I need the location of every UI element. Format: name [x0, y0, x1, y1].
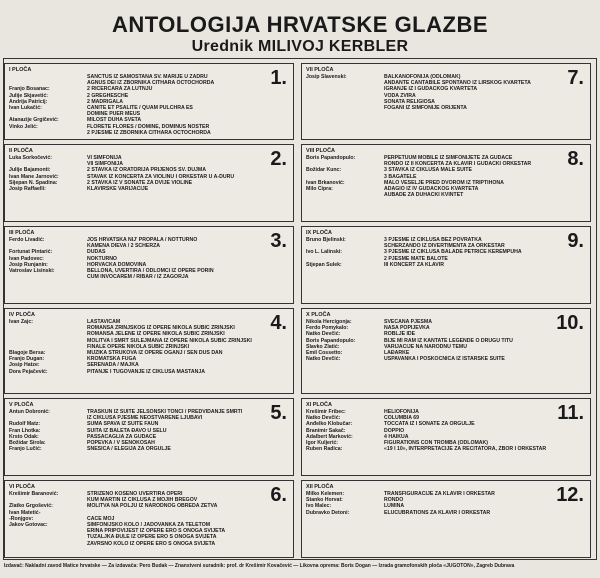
composer-name: Stjepan Šulek: [306, 261, 342, 268]
track-row [9, 130, 253, 136]
composer-name: Fortunat Pintarić: [9, 249, 53, 256]
track-list [306, 237, 550, 268]
composer-name: Vinko Jelić: [9, 123, 38, 130]
record-label: I PLOČA [9, 67, 32, 73]
composer-name: Branimir Sakač: [306, 427, 346, 434]
work-title: VARIJACIJE NA NARODNU TEMU [384, 343, 468, 350]
work-title: ROMANSA JELENE IZ OPERE NIKOLA ŠUBIĆ ZRINJSKI [87, 331, 225, 338]
track-row [306, 105, 550, 111]
work-title: 3 BAGATELE [384, 173, 417, 180]
track-list [9, 74, 253, 136]
composer-name: Slavko Zlatić: [306, 343, 340, 350]
work-title: 3 STAVKA IZ CIKLUSA MALE SUITE [384, 167, 472, 174]
composer-name: Josip Slavenski: [306, 74, 347, 80]
record-label: V PLOČA [9, 402, 34, 408]
work-title: 2 STAVKA IZ ORATORIJA PRIJENOS SV. DUJMA [87, 167, 206, 174]
record-box [4, 480, 294, 558]
record-label: II PLOČA [9, 148, 33, 154]
record-box [4, 398, 294, 476]
composer-name: Stanko Horvat: [306, 497, 343, 504]
work-title: RONDO [384, 497, 404, 504]
composer-name: Ivo L. Lalinski: [306, 249, 343, 256]
track-row [306, 446, 550, 452]
track-list [9, 155, 253, 192]
work-title: KUM MARTIN IZ CIKLUSA Z MOJIH BREGOV [87, 497, 198, 504]
composer-name: Franjo Bosanac: [9, 86, 50, 93]
track-list [306, 319, 550, 362]
composer-name: Rudolf Matz: [9, 421, 41, 428]
work-title: PERPETUUM MOBILE IZ SIMFONIJETE ZA GUDAČE [384, 155, 513, 161]
composer-name [9, 130, 87, 136]
track-row [9, 369, 253, 375]
work-title: DOPPIO [384, 427, 405, 434]
composer-name: Natko Devčić: [306, 331, 341, 338]
composer-name: Ivan Padovec: [9, 255, 44, 262]
record-number: 6. [270, 484, 287, 506]
work-title: MALO VESELJE PRED DVOROM IZ TRIPTIHONA [384, 179, 504, 186]
composer-name: Krešimir Baranović: [9, 491, 59, 497]
track-row [306, 192, 550, 198]
work-title: FLORETE FLORES / DOMINE, DOMINUS NOSTER [87, 123, 210, 130]
composer-name: Anđelko Klobučar: [306, 421, 353, 428]
composer-name: Ferdo Pomykalo: [306, 325, 349, 332]
composer-name: Bruno Bjelinski: [306, 237, 346, 243]
record-box [301, 63, 591, 140]
composer-name: Boris Papandopulo: [306, 337, 356, 344]
track-list [306, 491, 550, 516]
record-box [4, 63, 294, 140]
record-box [301, 308, 591, 394]
track-row [306, 356, 550, 362]
record-label: IV PLOČA [9, 312, 35, 318]
work-title: FIGURATIONS CON TROMBA (ODLOMAK) [384, 440, 489, 447]
work-title: 2 PJESME IZ ZBORNIKA CITHARA OCTOCHORDA [87, 129, 211, 136]
record-number: 2. [270, 148, 287, 170]
track-list [9, 319, 253, 375]
work-title: SERENADA / MAJKA [87, 362, 139, 369]
composer-name: Luka Sorkočević: [9, 155, 52, 161]
work-title: NOKTURNO [87, 255, 117, 262]
work-title: PITANJE I TUGOVANJE IZ CIKLUSA MAŠTANJA [87, 368, 205, 375]
work-title: PASSACAGLIA ZA GUDAČE [87, 433, 157, 440]
composer-name: Ivan Matetić- [9, 509, 41, 516]
work-title: 2 STAVKA IZ V SONATE ZA DVIJE VIOLINE [87, 179, 193, 186]
work-title: POPEVKA / V SENOKOSAH [87, 440, 155, 447]
composer-name: Ivan Mane Jarnović: [9, 173, 59, 180]
work-title: DOMINE PUER MEUS [87, 111, 141, 118]
work-title: SIMFONIJSKO KOLO / JADOVANKA ZA TELETOM [87, 522, 211, 529]
work-title: 4 HAIKUA [384, 433, 409, 440]
work-title: VII SIMFONIJA [87, 161, 124, 168]
work-title: BELLONA, UVERTIRA / ODLOMCI IZ OPERE PORIN [87, 268, 214, 275]
track-row [9, 446, 253, 452]
composer-name [306, 105, 384, 111]
composer-name: Julije Skjavetić: [9, 92, 48, 99]
work-title: ČAČE MOJ [87, 515, 115, 522]
work-title: ADAGIO IZ IV GUDAČKOG KVARTETA [384, 186, 479, 193]
work-title: JOŠ HRVATSKA NIJ' PROPALA / NOTTURNO [87, 237, 198, 243]
record-box [301, 144, 591, 222]
work-title: HELIOFONIJA [384, 409, 419, 415]
track-list [306, 409, 550, 452]
work-title: MILOST DUHA SVETA [87, 117, 142, 124]
track-list [9, 409, 253, 452]
work-title: SANCTUS IZ SAMOSTANA SV. MARIJE U ZADRU [87, 74, 208, 80]
work-title: LASTAVICAM [87, 319, 121, 325]
composer-name: Boris Papandopulo: [306, 155, 356, 161]
work-title: ROMANSA ZRINJSKOG IZ OPERE NIKOLA ŠUBIĆ ZRINJSKI [87, 325, 235, 332]
composer-name: Jakov Gotovac: [9, 522, 48, 529]
composer-name: Adalbert Marković: [306, 433, 353, 440]
work-title: FINALE OPERE NIKOLA ŠUBIĆ ZRINJSKI [87, 343, 190, 350]
work-title: SUMA SPAVA IZ SUITE FAUN [87, 421, 159, 428]
work-title: RONDO IZ II KONCERTA ZA KLAVIR I GUDAČKI ORKESTAR [384, 161, 532, 168]
track-list [9, 491, 253, 547]
record-label: X PLOČA [306, 312, 331, 318]
work-title: SNEŠICA / ELEGIJA ZA ORGULJE [87, 446, 171, 453]
track-row [306, 262, 550, 268]
record-label: IX PLOČA [306, 230, 332, 236]
composer-name: Franjo Dugan: [9, 356, 45, 363]
composer-name [306, 192, 384, 198]
composer-name: Emil Cossetto: [306, 350, 343, 357]
composer-name: Milko Kelemen: [306, 491, 345, 497]
work-title: TRASKUN IZ SUITE JELSONSKI TONCI / PREDVIDANJE SMRTI [87, 409, 243, 415]
work-title: SCHERZANDO IZ DIVERTIMENTA ZA ORKESTAR [384, 243, 505, 250]
composer-name [9, 274, 87, 280]
work-title: DUDAŠ [87, 249, 106, 256]
work-title: 2 PJESME MATE BALOTE [384, 255, 448, 262]
work-title: CANITE ET PSALITE / QUAM PULCHRA ES [87, 105, 193, 112]
composer-name [9, 541, 87, 547]
record-label: VI PLOČA [9, 484, 35, 490]
work-title: 3 PJESME IZ CIKLUSA BALADE PETRICE KEREMPUHA [384, 249, 522, 256]
record-box [301, 480, 591, 558]
composer-name: Zlatko Grgošević: [9, 503, 53, 510]
composer-name: Ivan Brkanović: [306, 179, 345, 186]
work-title: ERINA PRIPOVIJEST IZ OPERE ERO S ONOGA SVIJETA [87, 528, 226, 535]
composer-name: Antun Dobronić: [9, 409, 50, 415]
track-list [306, 74, 550, 111]
work-title: KROMATSKA FUGA [87, 356, 137, 363]
work-title: KLAVIRSKE VARIJACIJE [87, 186, 149, 193]
record-number: 8. [567, 148, 584, 170]
composer-name: Igor Kuljerić: [306, 440, 338, 447]
composer-name: Natko Devčić: [306, 415, 341, 422]
composer-name: Josip Runjanin: [9, 261, 48, 268]
track-row [9, 541, 253, 547]
record-number: 4. [270, 312, 287, 334]
record-label: XI PLOČA [306, 402, 332, 408]
composer-name: Fran Lhotka: [9, 427, 41, 434]
work-title: MOLITVA I SMRT SULEJMANA IZ OPERE NIKOLA ŠUBIĆ ZRINJSKI [87, 337, 252, 344]
work-title: TRANSFIGURACIJE ZA KLAVIR I ORKESTAR [384, 491, 495, 497]
editor-subtitle: Urednik MILIVOJ KERBLER [191, 38, 409, 55]
work-title: STRIŽENO KOŠENO UVERTIRA OPERI [87, 491, 183, 497]
credits-footer: Izdavač: Nakladni zavod Matice hrvatske — Za izdavača: Pero Budak — Znanstveni suradnik: prof. dr Krešimir Kovačević — Likovna oprema: Boris Dogan — Izrada gramofonskih ploča «JUGOTON», Zagreb Dubrava [4, 563, 515, 569]
record-label: III PLOČA [9, 230, 35, 236]
work-title: TOCCATA IZ I SONATE ZA ORGULJE [384, 421, 475, 428]
work-title: 2 RICERCARA ZA LUTNJU [87, 86, 153, 93]
record-box [4, 226, 294, 304]
record-number: 12. [556, 484, 584, 506]
work-title: LAĐARKE [384, 350, 410, 357]
composer-name: Andrija Patricij: [9, 98, 48, 105]
composer-name: -Ronjgov: [9, 515, 34, 522]
composer-name: Sijepan N. Spadina: [9, 179, 58, 186]
track-row [9, 274, 253, 280]
work-title: STAVAK IZ KONCERTA ZA VIOLINU I ORKESTAR U A-DURU [87, 173, 235, 180]
record-number: 3. [270, 230, 287, 252]
composer-name: Dubravko Detoni: [306, 509, 350, 516]
record-label: XII PLOČA [306, 484, 334, 490]
work-title: SUITA IZ BALETA ĐAVO U SELU [87, 427, 167, 434]
record-box [301, 398, 591, 476]
composer-name: Krešimir Fribec: [306, 409, 346, 415]
composer-name: Ferdo Livadić: [9, 237, 45, 243]
composer-name: Atanazije Grgičević: [9, 117, 59, 124]
track-row [306, 510, 550, 516]
work-title: VODA ZVIRA [384, 92, 416, 99]
work-title: BIJE MI RAM IZ KANTATE LEGENDE O DRUGU TITU [384, 337, 513, 344]
composer-name: Božidar Širola: [9, 440, 46, 447]
work-title: CUM INVOCAREM / RIBAR / IZ ZAGORJA [87, 274, 189, 281]
record-number: 10. [556, 312, 584, 334]
track-list [306, 155, 550, 198]
work-title: SVEČANA PJESMA [384, 319, 432, 325]
record-box [4, 308, 294, 394]
work-title: FOGANI IZ SIMFONIJE ORIJENTA [384, 105, 467, 112]
work-title: III KONCERT ZA KLAVIR [384, 261, 444, 268]
composer-name: Dora Pejačević: [9, 368, 48, 375]
composer-name: Franjo Lučić: [9, 446, 42, 453]
composer-name: Ruben Radica: [306, 446, 343, 453]
work-title: HORVACKA DOMOVINA [87, 261, 147, 268]
composer-name: Ivan Zajc: [9, 319, 33, 325]
composer-name: Natko Devčić: [306, 356, 341, 363]
composer-name: Josip Raffaelli: [9, 186, 46, 193]
work-title: ELUCUBRATIONS ZA KLAVIR I ORKESTAR [384, 509, 491, 516]
work-title: ANDANTE CANTABILE SPONTANO IZ LIRSKOG KVARTETA [384, 80, 531, 87]
work-title: USPAVANKA I POSKOČNICA IZ ISTARSKE SUITE [384, 356, 505, 363]
work-title: LUMINA [384, 503, 405, 510]
record-number: 1. [270, 67, 287, 89]
work-title: «19 I 10», INTERPRETACIJE ZA RECITATORA, ZBOR I ORKESTAR [384, 446, 547, 453]
composer-name: Krsto Odak: [9, 433, 39, 440]
composer-name: Nikola Hercigonja: [306, 319, 352, 325]
work-title: IGRANJE IZ I GUDAČKOG KVARTETA [384, 86, 478, 93]
work-title: ZAVRŠNO KOLO IZ OPERE ERO S ONOGA SVIJETA [87, 540, 216, 547]
record-label: VIII PLOČA [306, 148, 336, 154]
work-title: KAMENA DIEVA / 2 SCHERZA [87, 243, 161, 250]
composer-name: Blagoje Bersa: [9, 350, 46, 357]
record-number: 11. [557, 402, 584, 424]
work-title: MUZIKA STRUKOVA IZ OPERE OGANJ / SEN DUŠ DAN [87, 350, 223, 357]
work-title: IZ CIKLUSA PJESME NEOSTVARENE LJUBAVI [87, 415, 203, 422]
composer-name: Ivan Lukačić: [9, 105, 42, 112]
composer-name: Milo Cipra: [306, 186, 333, 193]
record-label: VII PLOČA [306, 67, 334, 73]
record-number: 9. [567, 230, 584, 252]
work-title: TUŽALJKA ĐULE IZ OPERE ERO S ONOGA SVIJETA [87, 534, 217, 541]
work-title: COLUMBIA 69 [384, 415, 419, 422]
work-title: VI SIMFONIJA [87, 155, 122, 161]
work-title: AUBADE ZA DUHAČKI KVINTET [384, 192, 464, 199]
work-title: 3 PJESME IZ CIKLUSA BEZ POVRATKA [384, 237, 482, 243]
work-title: NAŠA POPIJEVKA [384, 325, 430, 332]
record-box [4, 144, 294, 222]
record-number: 5. [270, 402, 287, 424]
composer-name: Vatroslav Lisinski: [9, 268, 55, 275]
work-title: 2 MADRIGALA [87, 98, 124, 105]
record-number: 7. [567, 67, 584, 89]
page-title: ANTOLOGIJA HRVATSKE GLAZBE [111, 12, 489, 37]
work-title: AGNUS DEI IZ ZBORNIKA CITHARA OCTOCHORDA [87, 80, 215, 87]
work-title: MOLITVA NA POLJU IZ NARODNOG OBREDA ŽETVA [87, 503, 218, 510]
work-title: 2 GREGHESCHE [87, 92, 129, 99]
record-box [301, 226, 591, 304]
composer-name: Josip Hatze: [9, 362, 40, 369]
track-list [9, 237, 253, 280]
work-title: SONATA RELIGIOSA [384, 98, 435, 105]
composer-name: Ivo Malec: [306, 503, 332, 510]
track-row [9, 186, 253, 192]
composer-name: Božidar Kunc: [306, 167, 342, 174]
work-title: ROBLJE IDE [384, 331, 416, 338]
composer-name: Julije Bajamonti: [9, 167, 51, 174]
work-title: BALKANOFONIJA (ODLOMAK) [384, 74, 461, 80]
